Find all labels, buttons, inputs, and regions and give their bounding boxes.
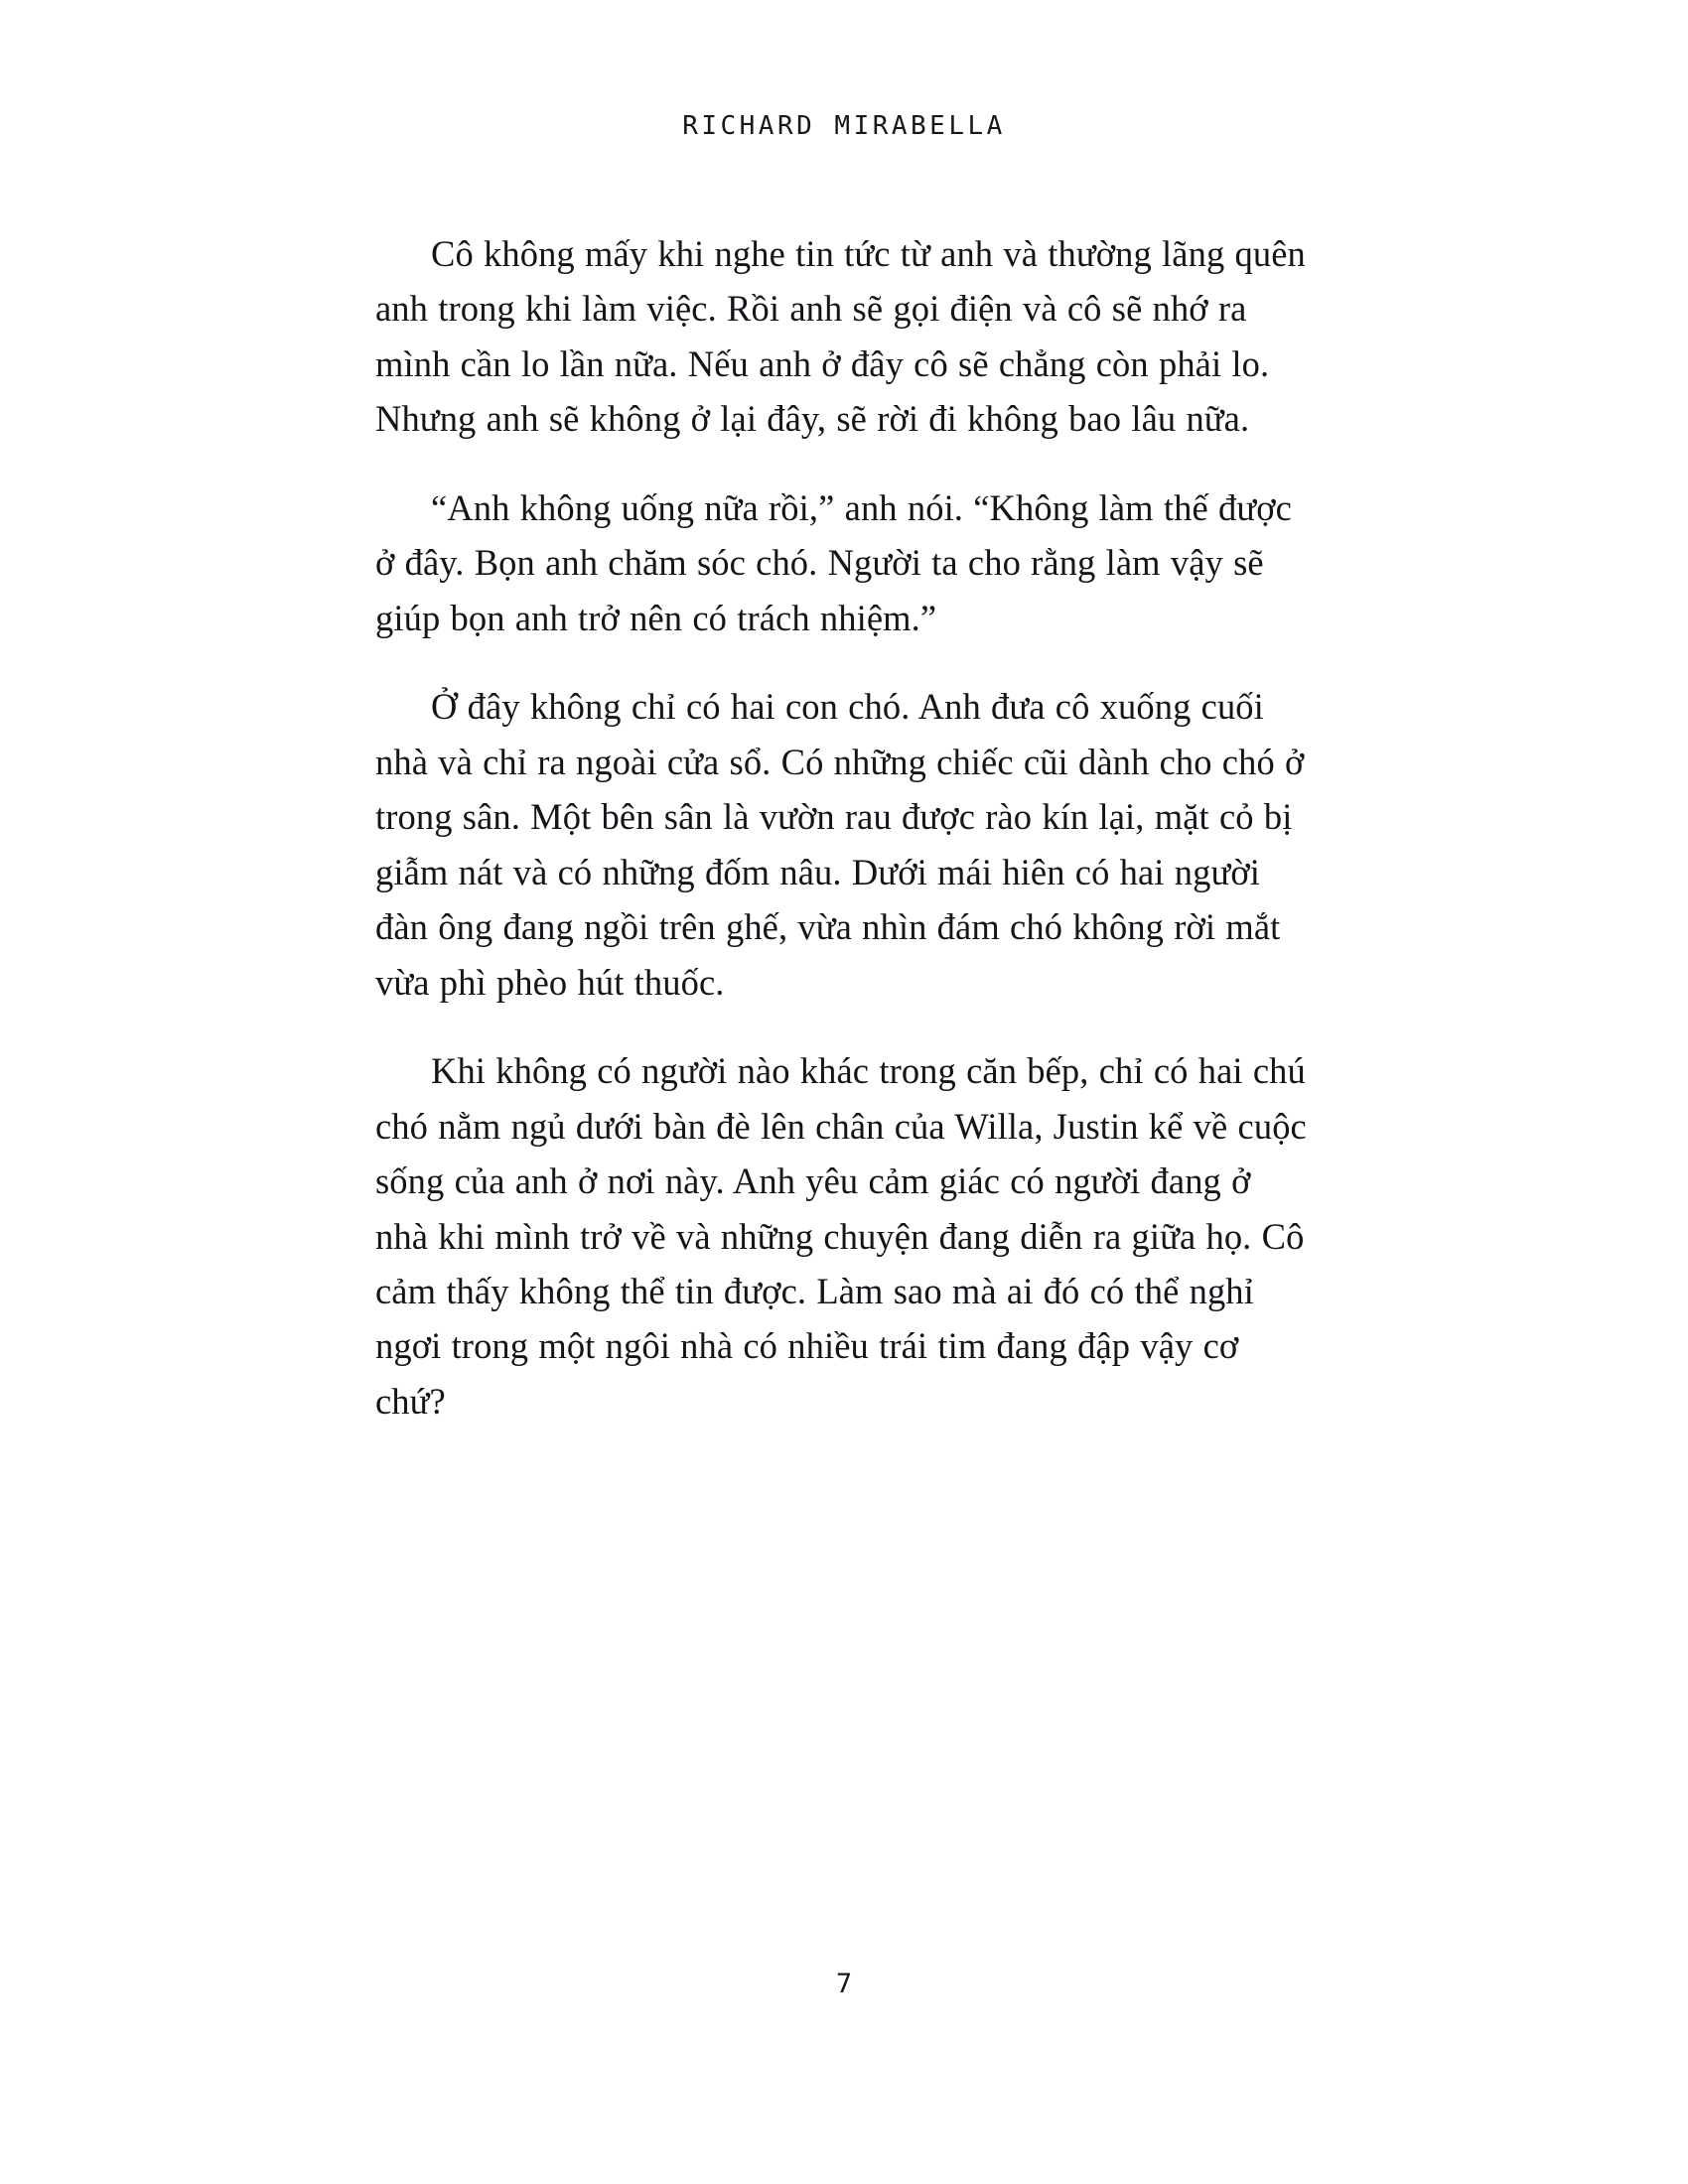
paragraph: Khi không có người nào khác trong căn bếp, chỉ có hai chú chó nằm ngủ dưới bàn đè lên chân của Willa, Justin kể về cuộc sống của anh ở nơi này. Anh yêu cảm giác có người đang ở nhà khi mình trở về và những chuyện đang diễn ra giữa họ. Cô cảm thấy không thể tin được. Làm sao mà ai đó có thể nghỉ ngơi trong một ngôi nhà có nhiều trái tim đang đập vậy cơ chứ?	[375, 1050, 1307, 1422]
paragraph: Cô không mấy khi nghe tin tức từ anh và thường lãng quên anh trong khi làm việc. Rồi anh sẽ gọi điện và cô sẽ nhớ ra mình cần lo lần nữa. Nếu anh ở đây cô sẽ chẳng còn phải lo. Nhưng anh sẽ không ở lại đây, sẽ rời đi không bao lâu nữa.	[375, 233, 1306, 440]
page-number: 7	[835, 1969, 853, 1999]
body-text-block	[375, 226, 1309, 1429]
paragraph: “Anh không uống nữa rồi,” anh nói. “Không làm thế được ở đây. Bọn anh chăm sóc chó. Người ta cho rằng làm vậy sẽ giúp bọn anh trở nên có trách nhiệm.”	[375, 486, 1292, 638]
running-head-author: RICHARD MIRABELLA	[682, 111, 1006, 141]
paragraph: Ở đây không chỉ có hai con chó. Anh đưa cô xuống cuối nhà và chỉ ra ngoài cửa sổ. Có những chiếc cũi dành cho chó ở trong sân. Một bên sân là vườn rau được rào kín lại, mặt cỏ bị giẫm nát và có những đốm nâu. Dưới mái hiên có hai người đàn ông đang ngồi trên ghế, vừa nhìn đám chó không rời mắt vừa phì phèo hút thuốc.	[375, 686, 1305, 1003]
